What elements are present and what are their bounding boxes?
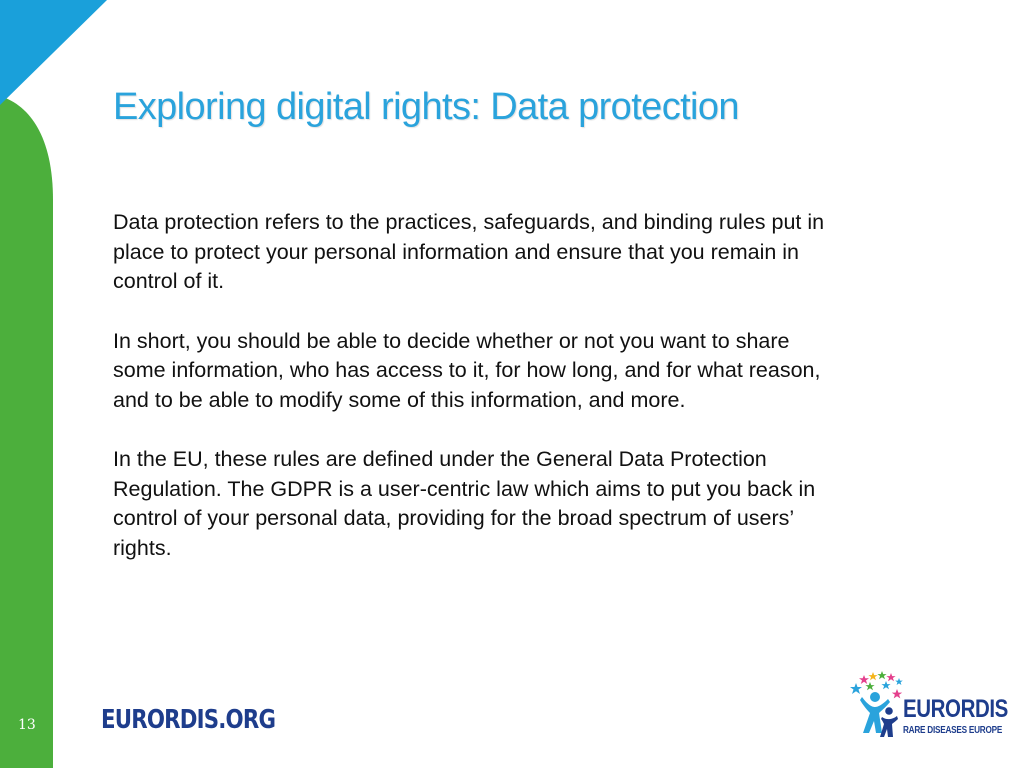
paragraph-gdpr: In the EU, these rules are defined under the General Data Protection Regulation. The GDPR is a user-centric law which aims to put you back in control of your personal data, providing for the broad spectrum of users’ rights. [113, 447, 816, 560]
logo-name: EURORDIS [903, 695, 1008, 723]
eurordis-logo [842, 667, 1008, 743]
page-number: 13 [18, 717, 36, 733]
green-side-band [0, 96, 53, 768]
paragraph-definition: Data protection refers to the practices, safeguards, and binding rules put in place to protect your personal information and ensure that you remain in control of it. [113, 210, 825, 293]
slide-title: Exploring digital rights: Data protection [113, 86, 739, 128]
logo-tagline: RARE DISEASES EUROPE [903, 724, 1003, 736]
slide-body [113, 208, 953, 563]
side-band-decoration [0, 0, 110, 768]
site-url: EURORDIS.ORG [101, 705, 276, 735]
stars-people-icon [842, 667, 904, 743]
blue-corner-triangle [0, 0, 107, 105]
paragraph-in-short: In short, you should be able to decide whether or not you want to share some information, who has access to it, for how long, and for what reason, and to be able to modify some of this information, and more. [113, 328, 821, 412]
